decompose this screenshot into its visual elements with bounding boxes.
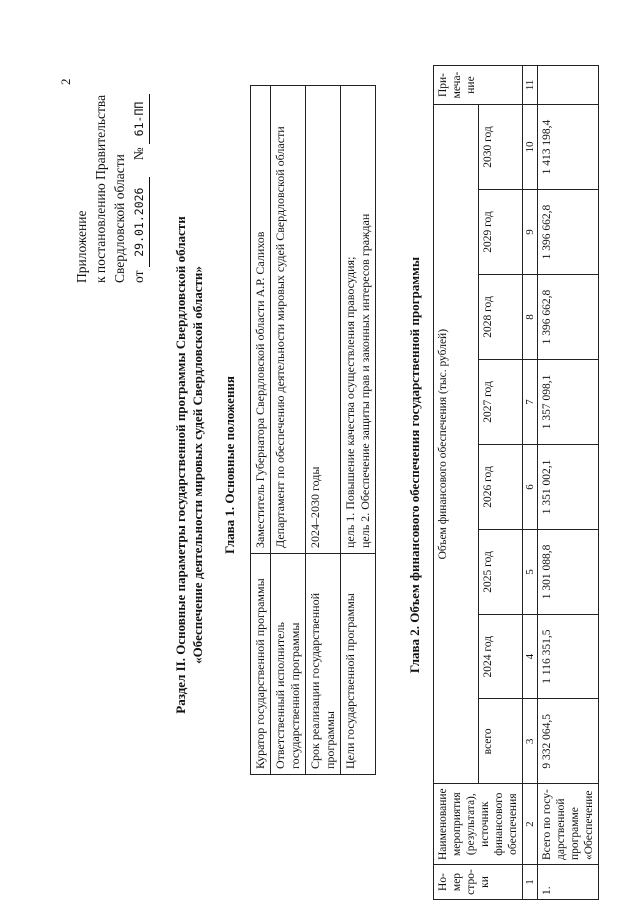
row-value-2027: 1 357 098,1	[538, 359, 599, 444]
column-number: 2	[523, 784, 538, 865]
appendix-header	[72, 94, 150, 283]
row-note	[538, 66, 599, 105]
table-header-years	[478, 66, 523, 900]
column-number: 3	[523, 699, 538, 784]
header-year: 2030 год	[478, 105, 523, 190]
row-value-2024: 1 116 351,5	[538, 614, 599, 698]
appendix-decree-line: к постановлению Правительства	[93, 94, 108, 283]
header-row-number: Но-мер стро-ки	[434, 865, 523, 900]
chapter1-title: Глава 1. Основные положения	[222, 376, 237, 554]
column-number: 8	[523, 275, 538, 360]
header-volume: Объем финансового обеспечения (тыс. рублей)	[434, 105, 479, 784]
column-number: 7	[523, 359, 538, 444]
column-number: 1	[523, 865, 538, 900]
param-label: Куратор государственной программы	[251, 554, 271, 775]
header-year: 2025 год	[478, 529, 523, 614]
header-year: 2029 год	[478, 190, 523, 275]
param-label: Срок реализации государственной программы	[306, 554, 341, 775]
row-value-2028: 1 396 662,8	[538, 275, 599, 360]
header-year: 2026 год	[478, 444, 523, 529]
goal-2: цель 2. Обеспечение защиты прав и законных интересов граждан	[358, 213, 372, 548]
appendix-region-line: Свердловской области	[112, 154, 127, 283]
param-value: Департамент по обеспечению деятельности мировых судей Свердловской области	[271, 86, 306, 554]
number-prefix: №	[131, 147, 146, 161]
table-row	[538, 66, 599, 900]
appendix-date-line	[129, 94, 150, 283]
header-year: 2028 год	[478, 275, 523, 360]
row-value-2025: 1 301 088,8	[538, 529, 599, 614]
row-value-2030: 1 413 198,4	[538, 105, 599, 190]
decree-date: 29.01.2026	[130, 177, 150, 267]
decree-number: 61-ПП	[130, 94, 150, 144]
column-number: 6	[523, 444, 538, 529]
table-header-row	[434, 66, 479, 900]
column-number-row	[523, 66, 538, 900]
params-row	[341, 86, 376, 775]
column-number: 4	[523, 614, 538, 698]
section-title	[172, 135, 206, 795]
params-row	[306, 86, 341, 775]
column-number: 9	[523, 190, 538, 275]
row-value-2029: 1 396 662,8	[538, 190, 599, 275]
row-value-2026: 1 351 002,1	[538, 444, 599, 529]
header-name: Наименование мероприятия (результата), источник финансового обеспечения	[434, 784, 523, 865]
param-value: 2024–2030 годы	[306, 86, 341, 554]
header-total: всего	[478, 699, 523, 784]
header-year: 2027 год	[478, 359, 523, 444]
param-value: Заместитель Губернатора Свердловской области А.Р. Салихов	[251, 86, 271, 554]
param-value	[341, 86, 376, 554]
column-number: 11	[523, 66, 538, 105]
row-name: Всего по госу-дарственной программе «Обеспечение	[538, 784, 599, 865]
row-total: 9 332 064,5	[538, 699, 599, 784]
section-title-line2: «Обеспечение деятельности мировых судей Свердловской области»	[190, 266, 205, 664]
params-row	[251, 86, 271, 775]
param-label: Цели государственной программы	[341, 554, 376, 775]
column-number: 5	[523, 529, 538, 614]
row-number: 1.	[538, 865, 599, 900]
page-number: 2	[58, 78, 73, 85]
financing-table	[433, 65, 599, 900]
chapter2-title: Глава 2. Объем финансового обеспечения государственной программы	[407, 256, 422, 674]
params-table	[250, 85, 376, 775]
goal-1: цель 1. Повышение качества осуществления правосудия;	[343, 256, 357, 548]
header-year: 2024 год	[478, 614, 523, 698]
params-row	[271, 86, 306, 775]
appendix-label: Приложение	[74, 210, 89, 283]
date-prefix: от	[131, 270, 146, 283]
section-title-line1: Раздел II. Основные параметры государственной программы Свердловской области	[173, 216, 188, 714]
column-number: 10	[523, 105, 538, 190]
param-label: Ответственный исполнитель государственной программы	[271, 554, 306, 775]
header-note: При-меча-ние	[434, 66, 523, 105]
